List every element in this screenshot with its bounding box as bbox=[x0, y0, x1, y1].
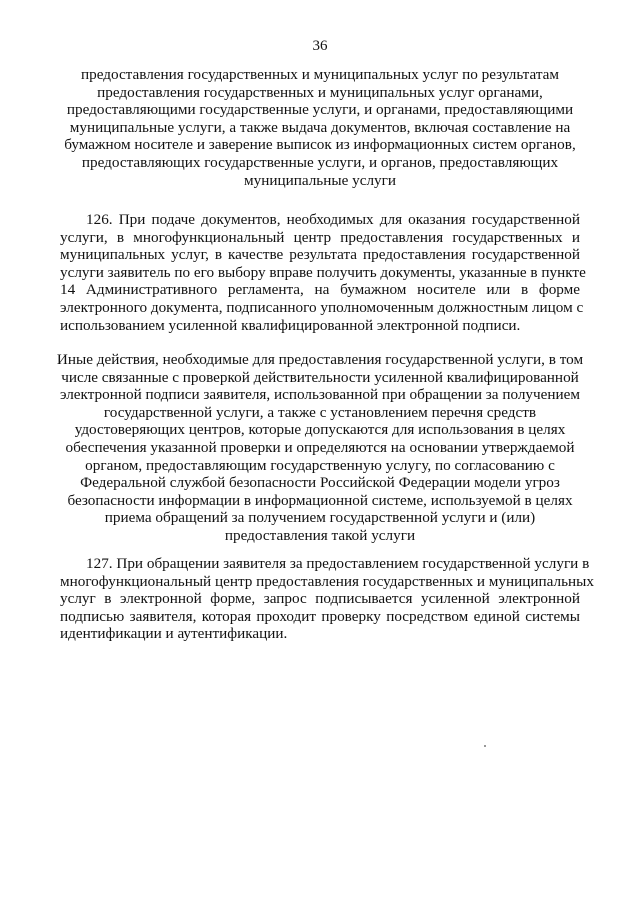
paragraph-line: услуги, в многофункциональный центр предоставления государственных и bbox=[60, 228, 580, 246]
section-heading bbox=[60, 66, 580, 189]
subheading-line: Иные действия, необходимые для предоставления государственной услуги, в том bbox=[56, 351, 584, 368]
subheading-line: удостоверяющих центров, которые допускаются для использования в целях bbox=[74, 421, 566, 439]
paragraph-line: электронного документа, подписанного уполномоченным должностным лицом с bbox=[60, 298, 584, 316]
subheading-line: числе связанные с проверкой действительности усиленной квалифицированной bbox=[61, 368, 579, 386]
heading-line: предоставляющих государственные услуги, и органов, предоставляющих bbox=[81, 153, 559, 171]
subheading-line: обеспечения указанной проверки и определяются на основании утверждаемой bbox=[65, 438, 575, 456]
paragraph-line: использованием усиленной квалифицированной электронной подписи. bbox=[60, 316, 521, 334]
paragraph-126 bbox=[60, 211, 586, 334]
page-number: 36 bbox=[312, 38, 328, 54]
scan-speck bbox=[484, 745, 486, 747]
heading-line: предоставления государственных и муниципальных услуг органами, bbox=[97, 83, 543, 101]
heading-line: муниципальные услуги, а также выдача документов, включая составление на bbox=[69, 118, 571, 136]
subheading-line: государственной услуги, а также с установлением перечня средств bbox=[103, 403, 537, 421]
subheading-line: органом, предоставляющим государственную услугу, по согласованию с bbox=[85, 456, 555, 474]
subheading-line: приема обращений за получением государственной услуги и (или) bbox=[104, 509, 536, 527]
paragraph-line: подписью заявителя, которая проходит проверку посредством единой системы bbox=[60, 607, 580, 625]
heading-line: предоставляющими государственные услуги, и органами, предоставляющими bbox=[66, 101, 574, 119]
subheading-line: безопасности информации в информационной системе, используемой в целях bbox=[67, 491, 573, 509]
paragraph-127 bbox=[60, 555, 594, 643]
paragraph-line: услуги заявитель по его выбору вправе получить документы, указанные в пункте bbox=[60, 263, 586, 281]
paragraph-line: идентификации и аутентификации. bbox=[60, 625, 288, 643]
paragraph-line: 126. При подаче документов, необходимых для оказания государственной bbox=[86, 211, 580, 228]
subheading-line: электронной подписи заявителя, использованной при обращении за получением bbox=[59, 386, 581, 404]
subheading-line: предоставления такой услуги bbox=[224, 526, 416, 544]
subheading-line: Федеральной службой безопасности Российской Федерации модели угроз bbox=[80, 474, 560, 492]
paragraph-line: услуг в электронной форме, запрос подписывается усиленной электронной bbox=[60, 590, 580, 608]
heading-line: предоставления государственных и муниципальных услуг по результатам bbox=[80, 66, 560, 83]
paragraph-line: муниципальных услуг, в качестве результата предоставления государственной bbox=[60, 246, 580, 264]
paragraph-line: 127. При обращении заявителя за предоставлением государственной услуги в bbox=[86, 555, 590, 572]
heading-line: муниципальные услуги bbox=[244, 171, 396, 189]
paragraph-line: 14 Административного регламента, на бумажном носителе или в форме bbox=[60, 281, 580, 299]
heading-line: бумажном носителе и заверение выписок из информационных систем органов, bbox=[64, 136, 576, 154]
section-subheading bbox=[56, 351, 584, 545]
paragraph-line: многофункциональный центр предоставления государственных и муниципальных bbox=[60, 572, 594, 590]
